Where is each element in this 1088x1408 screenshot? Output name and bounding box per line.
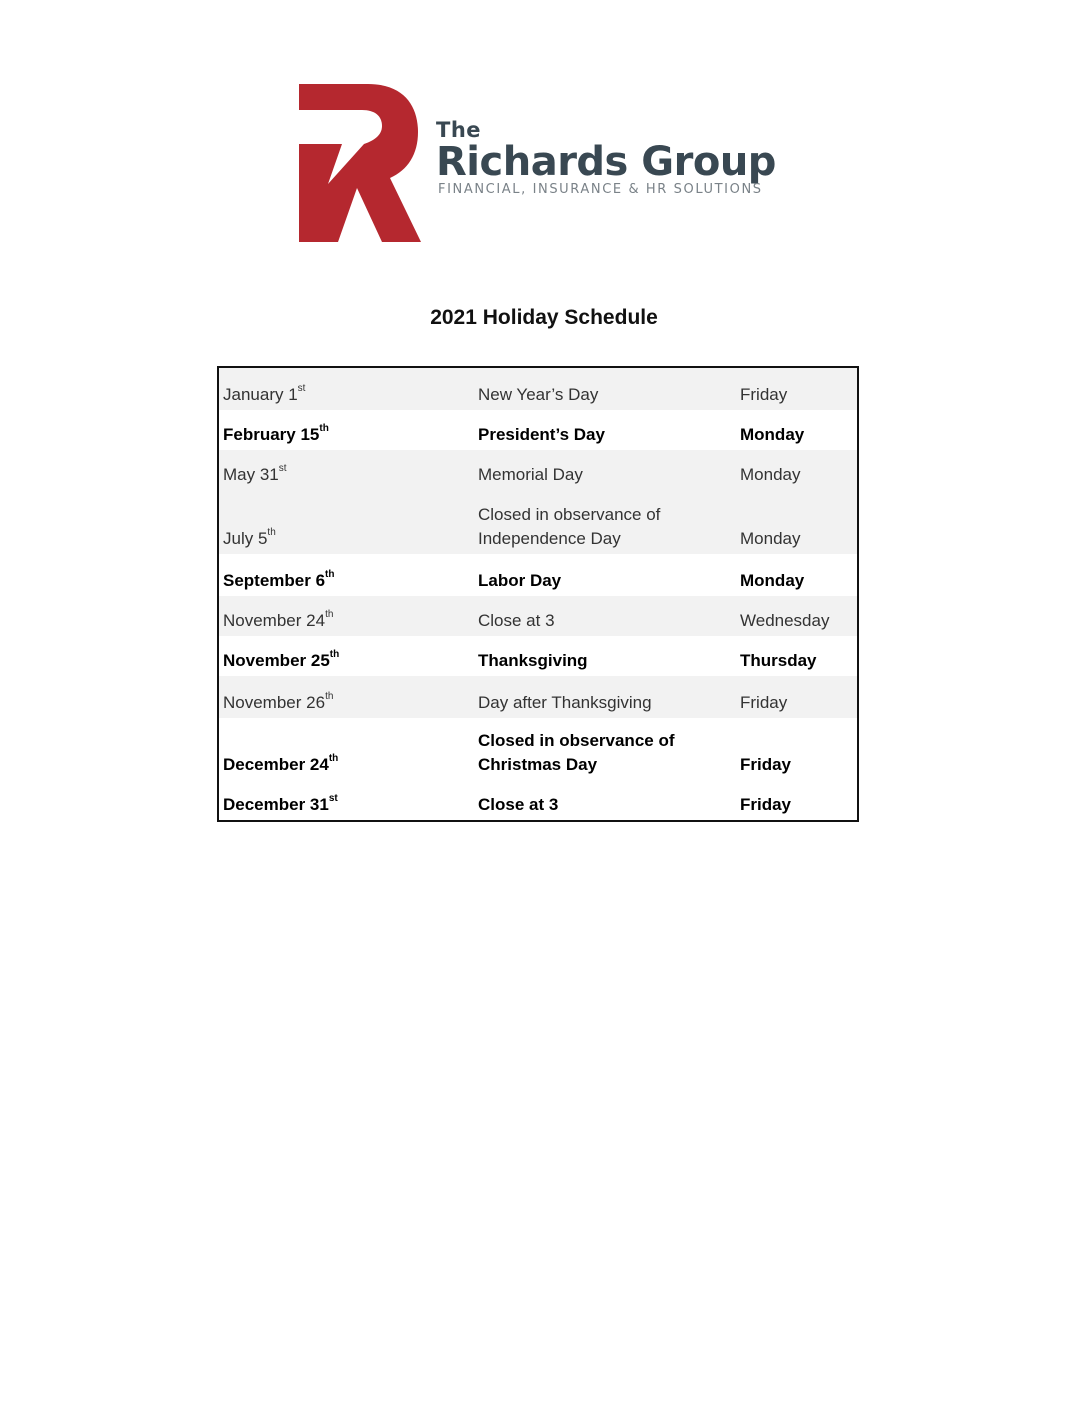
company-logo [298,84,798,244]
date-text: November 24 [223,611,326,630]
weekday-cell: Wednesday [740,611,830,630]
date-cell [219,753,478,777]
date-suffix: th [267,527,276,539]
date-cell [219,527,478,551]
date-cell [219,649,478,673]
logo-the: The [436,118,482,142]
table-row [219,554,857,596]
date-suffix: st [328,793,338,805]
table-row [219,780,857,820]
holiday-cell: Day after Thanksgiving [478,693,652,712]
date-cell [219,383,478,407]
holiday-cell: Memorial Day [478,465,583,484]
logo-wordmark [436,118,796,198]
date-text: February 15 [223,425,320,444]
weekday-cell: Friday [740,385,788,404]
logo-tagline: FINANCIAL, INSURANCE & HR SOLUTIONS [438,182,763,197]
date-text: December 31 [223,795,329,814]
weekday-cell: Thursday [740,651,817,670]
date-cell [219,691,478,715]
table-row [219,410,857,450]
date-text: January 1 [223,385,298,404]
table-row [219,450,857,490]
date-suffix: st [297,383,306,395]
logo-company-name: Richards Group [436,139,776,185]
date-suffix: th [325,609,334,621]
holiday-cell: Closed in observance of Independence Day [478,505,661,548]
date-text: May 31 [223,465,279,484]
table-row [219,718,857,780]
date-cell [219,793,478,817]
weekday-cell: Monday [740,529,801,548]
date-suffix: th [329,649,340,661]
date-text: November 25 [223,651,330,670]
date-text: November 26 [223,693,326,712]
date-cell [219,423,478,447]
date-cell [219,609,478,633]
date-text: December 24 [223,755,329,774]
weekday-cell: Monday [740,465,801,484]
holiday-cell: Closed in observance of Christmas Day [478,731,675,774]
holiday-cell: Close at 3 [478,795,559,814]
holiday-cell: Thanksgiving [478,651,588,670]
weekday-cell: Monday [740,425,805,444]
table-row [219,636,857,676]
date-text: September 6 [223,571,326,590]
date-suffix: th [325,691,334,703]
date-text: July 5 [223,529,268,548]
weekday-cell: Friday [740,693,788,712]
table-row [219,368,857,410]
holiday-cell: New Year’s Day [478,385,599,404]
table-row [219,676,857,718]
page-title: 2021 Holiday Schedule [430,306,658,329]
date-suffix: th [325,569,335,581]
logo-r-mark [298,84,428,244]
date-suffix: th [328,753,339,765]
date-cell [219,463,478,487]
table-row [219,490,857,554]
weekday-cell: Friday [740,755,792,774]
date-cell [219,569,478,593]
holiday-schedule-table [217,366,859,822]
weekday-cell: Monday [740,571,805,590]
table-row [219,596,857,636]
weekday-cell: Friday [740,795,792,814]
date-suffix: st [278,463,287,475]
holiday-cell: Close at 3 [478,611,555,630]
date-suffix: th [319,423,329,435]
holiday-cell: Labor Day [478,571,562,590]
holiday-cell: President’s Day [478,425,605,444]
